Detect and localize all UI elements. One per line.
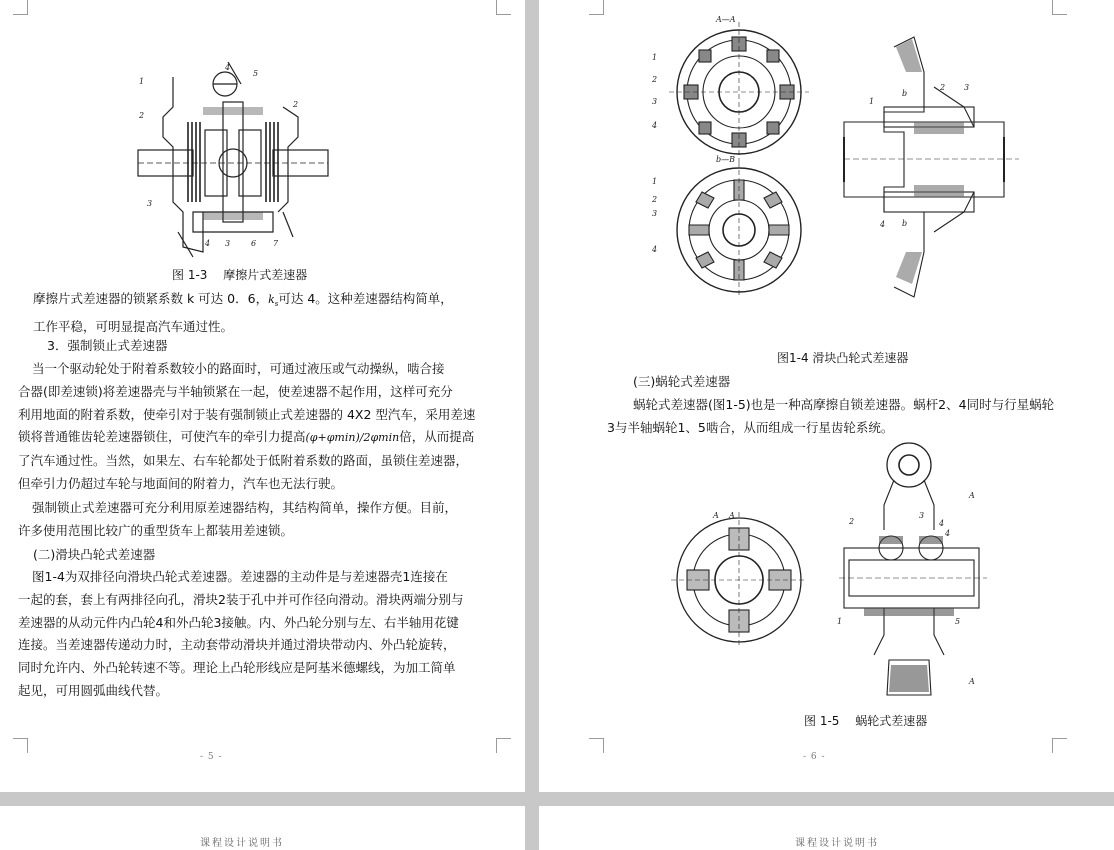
para3-line2: 许多使用范围比较广的重型货车上都装用差速锁。: [18, 522, 294, 538]
callout-side-a2: A: [969, 677, 975, 686]
callout-2b: 2: [293, 100, 299, 109]
para5-line1: 蜗轮式差速器(图1-5)也是一种高摩擦自锁差速器。蜗杆2、4同时与行星蜗轮: [633, 397, 1055, 412]
callout-b1: 1: [652, 177, 658, 186]
page-number: - 6 -: [803, 752, 826, 762]
para4-line4: 连接。当差速器传递动力时，主动套带动滑块并通过滑块带动内、外凸轮旋转，: [18, 637, 456, 653]
para2-line4: 锁将普通锥齿轮差速器锁住，可使汽车的牵引力提高: [18, 429, 306, 445]
para5-line2: 3与半轴蜗轮1、5啮合，从而组成一行星齿轮系统。: [607, 419, 894, 435]
callout-a4: 4: [652, 121, 658, 130]
para4-line6: 起见，可用圆弧曲线代替。: [18, 682, 169, 698]
callout-2: 2: [849, 517, 855, 526]
paragraph-worm: [607, 394, 1057, 440]
paragraph-forced-lock-2: [18, 497, 458, 543]
crop-mark-top-left: [589, 0, 604, 15]
callout-a1: 1: [652, 53, 658, 62]
label-section-bb: b—B: [716, 155, 735, 164]
crop-mark-bottom-right: [1052, 738, 1067, 753]
heading-slider-cam: (二)滑块凸轮式差速器: [33, 547, 156, 562]
callout-1: 1: [139, 77, 145, 86]
callout-6: 6: [251, 239, 257, 248]
callout-4: 4: [225, 63, 231, 72]
callout-end-a1: A: [713, 511, 719, 520]
crop-mark-bottom-left: [13, 738, 28, 753]
callout-sb1: b: [902, 89, 908, 98]
para2-line5: 了汽车通过性。当然，如果左、右车轮都处于低附着系数的路面，虽锁住差速器，: [18, 453, 469, 469]
para4-line1: 图1-4为双排径向滑块凸轮式差速器。差速器的主动件是与差速器壳1连接在: [32, 569, 448, 584]
callout-7: 7: [273, 239, 279, 248]
para4-line2: 一起的套，套上有两排径向孔，滑块2装于孔中并可作径向滑动。滑块两端分别与: [18, 591, 464, 607]
para2-line1: 当一个驱动轮处于附着系数较小的路面时，可通过液压或气动操纵，啮合接: [32, 361, 445, 376]
para4-line3: 差速器的从动元件内凸轮4和外凸轮3接触。内、外凸轮分别与左、右半轴用花键: [18, 614, 459, 630]
callout-3: 3: [919, 511, 925, 520]
callout-4b: 4: [205, 239, 211, 248]
page-5: [0, 0, 525, 792]
figure-1-4-caption: 图1-4 滑块凸轮式差速器: [777, 351, 909, 365]
page-6: [539, 0, 1114, 792]
page-7: [0, 806, 525, 850]
figure-1-5-caption: 图 1-5 蜗轮式差速器: [804, 714, 928, 728]
running-header: 课程设计说明书: [200, 838, 284, 849]
crop-mark-top-left: [13, 0, 28, 15]
heading-worm: (三)蜗轮式差速器: [633, 374, 731, 389]
callout-sb2: b: [902, 219, 908, 228]
para2-line3: 利用地面的附着系数，使牵引对于装有强制锁止式差速器的 4X2 型汽车，采用差速: [18, 406, 476, 422]
running-header: 课程设计说明书: [795, 838, 879, 849]
callout-a2: 2: [652, 75, 658, 84]
callout-s3: 3: [964, 83, 970, 92]
k-symbol: $k_s$: [268, 293, 279, 309]
crop-mark-top-right: [1052, 0, 1067, 15]
paragraph-friction: [33, 288, 463, 339]
para2-line4b: 倍，从而提高: [399, 429, 475, 445]
callout-4b: 4: [945, 529, 951, 538]
figure-1-5-worm-differential: [669, 440, 989, 700]
crop-mark-bottom-left: [589, 738, 604, 753]
label-section-aa: A—A: [716, 15, 736, 24]
para3-line1: 强制锁止式差速器可充分利用原差速器结构，其结构简单，操作方便。目前，: [32, 500, 458, 515]
page-number: - 5 -: [200, 752, 223, 762]
crop-mark-top-right: [496, 0, 511, 15]
callout-a3: 3: [652, 97, 658, 106]
figure-1-3-caption: 图 1-3 摩擦片式差速器: [172, 268, 308, 282]
para2-line6: 但牵引力仍超过车轮与地面间的附着力，汽车也无法行驶。: [18, 475, 344, 491]
callout-1: 1: [837, 617, 843, 626]
figure-1-4-slider-cam: [644, 12, 1029, 302]
para1-line1: 摩擦片式差速器的锁紧系数 k 可达 0．6，: [33, 291, 269, 306]
para4-line5: 同时允许内、外凸轮转速不等。理论上凸轮形线应是阿基米德螺线，为加工简单: [18, 660, 456, 676]
figure-1-3-friction-differential: [133, 62, 333, 262]
callout-s2: 2: [940, 83, 946, 92]
paragraph-forced-lock: [18, 358, 476, 496]
callout-b4: 4: [652, 245, 658, 254]
para2-line2: 合器(即差速锁)将差速器壳与半轴锁紧在一起，使差速器不起作用，这样可充分: [18, 383, 453, 399]
callout-side-a1: A: [969, 491, 975, 500]
callout-b3: 3: [652, 209, 658, 218]
callout-2: 2: [139, 111, 145, 120]
callout-s4: 4: [880, 220, 886, 229]
callout-3b: 3: [225, 239, 231, 248]
page-8: [539, 806, 1114, 850]
crop-mark-bottom-right: [496, 738, 511, 753]
formula-traction: (φ+φmin)/2φmin: [305, 431, 400, 445]
para1-line1b: 可达 4。这种差速器结构简单，: [278, 291, 453, 306]
callout-4: 4: [939, 519, 945, 528]
paragraph-slider-cam: [18, 566, 464, 703]
callout-5: 5: [253, 69, 259, 78]
heading-forced-lock: 3．强制锁止式差速器: [47, 338, 168, 353]
callout-3: 3: [147, 199, 153, 208]
callout-end-a2: A: [729, 511, 735, 520]
callout-5: 5: [955, 617, 961, 626]
callout-b2: 2: [652, 195, 658, 204]
callout-s1: 1: [869, 97, 875, 106]
para1-line2: 工作平稳，可明显提高汽车通过性。: [33, 318, 234, 334]
